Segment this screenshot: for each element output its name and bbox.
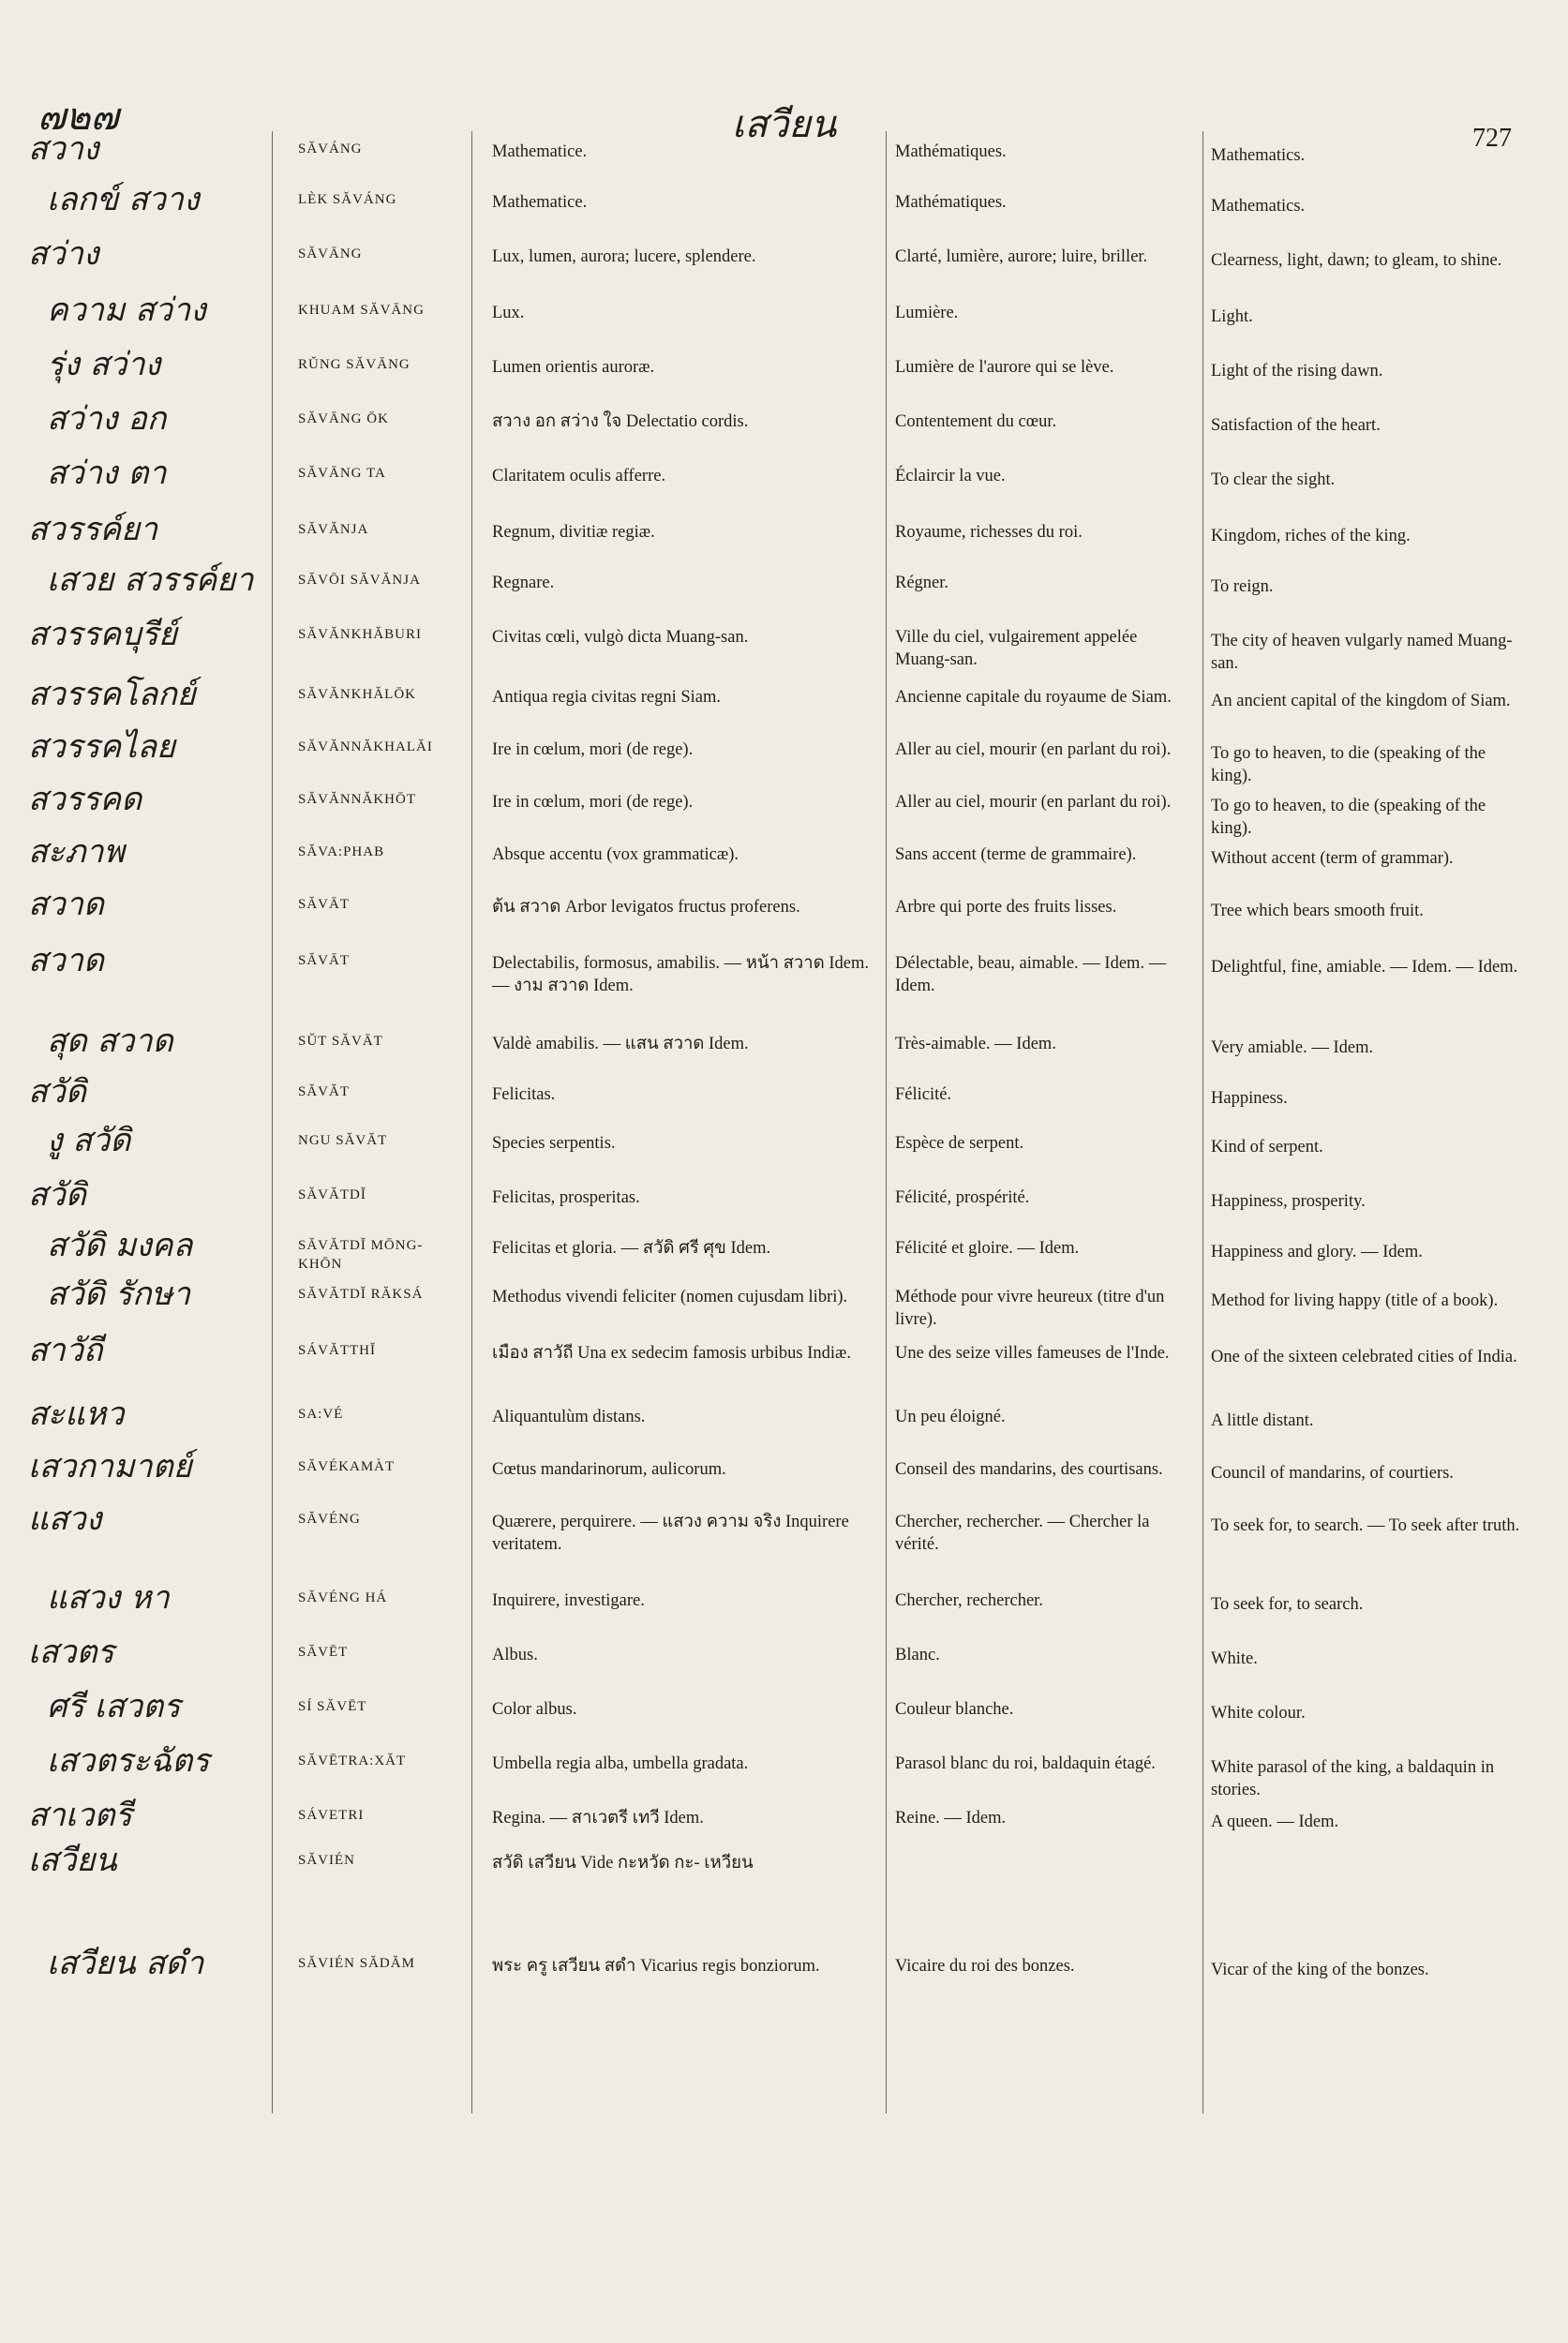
french-definition: Délectable, beau, aimable. — Idem. — Idem. bbox=[895, 954, 1167, 996]
dictionary-entry bbox=[0, 1177, 1568, 1228]
thai-headword: แสวง bbox=[28, 1500, 102, 1538]
romanization: SĂVĂNKHĂBURI bbox=[298, 627, 423, 642]
dictionary-entry bbox=[0, 1074, 1568, 1123]
english-definition: An ancient capital of the kingdom of Siam. bbox=[1211, 692, 1511, 710]
french-definition: Ancienne capitale du royaume de Siam. bbox=[895, 688, 1172, 707]
french-definition: Une des seize villes fameuses de l'Inde. bbox=[895, 1344, 1170, 1363]
latin-definition: Felicitas et gloria. — สวัดิ ศรี ศุข Idem. bbox=[492, 1239, 771, 1258]
dictionary-entry bbox=[0, 1396, 1568, 1449]
thai-headword: สวัดิ รักษา bbox=[47, 1276, 191, 1313]
romanization: SÁVĂTTHĬ bbox=[298, 1343, 376, 1358]
dictionary-entry bbox=[0, 292, 1568, 347]
french-definition: Mathématiques. bbox=[895, 193, 1007, 212]
french-definition: Blanc. bbox=[895, 1646, 940, 1664]
thai-headword: สวาด bbox=[28, 942, 105, 979]
romanization: SĂVÉNG HÁ bbox=[298, 1590, 388, 1605]
latin-definition: Felicitas. bbox=[492, 1085, 556, 1104]
latin-definition: Aliquantulùm distans. bbox=[492, 1408, 646, 1426]
english-definition: White. bbox=[1211, 1649, 1258, 1668]
romanization: SĂVŌI SĂVĂNJA bbox=[298, 573, 421, 588]
latin-definition: Absque accentu (vox grammaticæ). bbox=[492, 845, 739, 864]
dictionary-entry bbox=[0, 1228, 1568, 1276]
thai-headword: ความ สว่าง bbox=[47, 291, 206, 329]
english-definition: A little distant. bbox=[1211, 1411, 1314, 1430]
latin-definition: Claritatem oculis afferre. bbox=[492, 467, 666, 485]
thai-headword: เสวย สวรรค์ยา bbox=[47, 561, 254, 599]
english-definition: Kind of serpent. bbox=[1211, 1138, 1323, 1157]
romanization: SĂVĂNNĂKHŌT bbox=[298, 792, 416, 807]
dictionary-entry bbox=[0, 1580, 1568, 1634]
english-definition: To go to heaven, to die (speaking of the king). bbox=[1211, 797, 1486, 839]
romanization: SĂVĂNKHĂLŌK bbox=[298, 687, 416, 702]
romanization: SĂVĒTRA:XĂT bbox=[298, 1754, 407, 1768]
french-definition bbox=[895, 1843, 1195, 1852]
french-definition: Lumière de l'aurore qui se lève. bbox=[895, 358, 1114, 377]
french-definition: Ville du ciel, vulgairement appelée Muang-san. bbox=[895, 628, 1138, 670]
thai-headword: รุ่ง สว่าง bbox=[47, 346, 161, 383]
dictionary-entry bbox=[0, 943, 1568, 1023]
latin-definition: Ire in cœlum, mori (de rege). bbox=[492, 740, 694, 759]
dictionary-entry bbox=[0, 455, 1568, 512]
french-definition: Très-aimable. — Idem. bbox=[895, 1035, 1056, 1053]
english-definition: The city of heaven vulgarly named Muang-san. bbox=[1211, 632, 1513, 674]
latin-definition: Regnare. bbox=[492, 574, 555, 592]
latin-definition: ต้น สวาด Arbor levigatos fructus proferens. bbox=[492, 898, 800, 917]
english-definition: Method for living happy (title of a book). bbox=[1211, 1291, 1499, 1310]
english-definition: Mathematics. bbox=[1211, 197, 1306, 216]
romanization: SĂVA:PHAB bbox=[298, 844, 385, 859]
latin-definition: สวาง อก สว่าง ใจ Delectatio cordis. bbox=[492, 412, 749, 431]
english-definition: Satisfaction of the heart. bbox=[1211, 416, 1381, 435]
dictionary-entry bbox=[0, 1743, 1568, 1798]
english-definition: Light of the rising dawn. bbox=[1211, 362, 1383, 381]
romanization: LÈK SĂVÁNG bbox=[298, 192, 397, 207]
english-definition: Light. bbox=[1211, 307, 1253, 326]
thai-headword: สะแหว bbox=[28, 1395, 125, 1433]
english-definition: To clear the sight. bbox=[1211, 470, 1336, 489]
romanization: SĂVIÉN bbox=[298, 1853, 355, 1868]
thai-headword: สว่าง อก bbox=[47, 400, 167, 438]
latin-definition: Albus. bbox=[492, 1646, 538, 1664]
english-definition: Happiness and glory. — Idem. bbox=[1211, 1243, 1423, 1261]
english-definition: White parasol of the king, a baldaquin in stories. bbox=[1211, 1758, 1495, 1800]
thai-headword: เสวตระฉัตร bbox=[47, 1742, 210, 1780]
romanization: SĂVĀNG bbox=[298, 246, 363, 261]
english-definition: Kingdom, riches of the king. bbox=[1211, 527, 1411, 545]
french-definition: Aller au ciel, mourir (en parlant du roi). bbox=[895, 740, 1172, 759]
dictionary-entry bbox=[0, 512, 1568, 562]
thai-headword: เสวกามาตย์ bbox=[28, 1448, 192, 1485]
thai-headword: สว่าง ตา bbox=[47, 455, 167, 492]
dictionary-entry bbox=[0, 834, 1568, 887]
dictionary-entry bbox=[0, 728, 1568, 786]
english-definition bbox=[1211, 1843, 1520, 1856]
romanization: SĂVÉNG bbox=[298, 1512, 361, 1527]
latin-definition: Mathematice. bbox=[492, 193, 588, 212]
thai-headword: สาเวตรี bbox=[28, 1797, 132, 1834]
latin-definition: Regnum, divitiæ regiæ. bbox=[492, 523, 655, 542]
latin-definition: พระ ครู เสวียน สดำ Vicarius regis bonziorum. bbox=[492, 1957, 820, 1976]
dictionary-entry bbox=[0, 617, 1568, 677]
dictionary-entry bbox=[0, 1946, 1568, 2030]
romanization: KHUAM SĂVĀNG bbox=[298, 303, 425, 318]
english-definition: To seek for, to search. — To seek after truth. bbox=[1211, 1516, 1520, 1535]
dictionary-entry bbox=[0, 1501, 1568, 1580]
english-definition: Happiness. bbox=[1211, 1089, 1288, 1108]
dictionary-entry bbox=[0, 677, 1568, 729]
dictionary-entry bbox=[0, 1449, 1568, 1501]
thai-headword: เสวตร bbox=[28, 1634, 114, 1671]
latin-definition: Methodus vivendi feliciter (nomen cujusdam libri). bbox=[492, 1288, 848, 1306]
french-definition: Méthode pour vivre heureux (titre d'un livre). bbox=[895, 1288, 1165, 1330]
romanization: SĂVIÉN SĂDĂM bbox=[298, 1956, 415, 1971]
romanization: SĂVÁNG bbox=[298, 142, 363, 157]
latin-definition: Lumen orientis auroræ. bbox=[492, 358, 655, 377]
romanization: SĂVĂNJA bbox=[298, 522, 369, 537]
english-definition: To seek for, to search. bbox=[1211, 1595, 1364, 1614]
romanization: SĂVĀT bbox=[298, 953, 351, 968]
french-definition: Sans accent (terme de grammaire). bbox=[895, 845, 1137, 864]
dictionary-entry bbox=[0, 887, 1568, 943]
thai-headword: สวาง bbox=[28, 130, 99, 168]
thai-headword: สวรรคโลกย์ bbox=[28, 676, 196, 713]
french-definition: Chercher, rechercher. bbox=[895, 1591, 1043, 1610]
french-definition: Félicité, prospérité. bbox=[895, 1188, 1030, 1207]
dictionary-entry bbox=[0, 347, 1568, 401]
thai-headword: ศรี เสวตร bbox=[47, 1688, 181, 1725]
english-definition: Clearness, light, dawn; to gleam, to shine. bbox=[1211, 251, 1502, 270]
english-definition: Delightful, fine, amiable. — Idem. — Idem. bbox=[1211, 958, 1518, 977]
english-definition: A queen. — Idem. bbox=[1211, 1813, 1339, 1831]
romanization: SÍ SĂVĒT bbox=[298, 1699, 367, 1714]
thai-headword: สวรรค์ยา bbox=[28, 511, 158, 548]
entry-list bbox=[0, 131, 1568, 2030]
english-definition: One of the sixteen celebrated cities of India. bbox=[1211, 1348, 1517, 1366]
french-definition: Contentement du cœur. bbox=[895, 412, 1057, 431]
french-definition: Arbre qui porte des fruits lisses. bbox=[895, 898, 1117, 917]
french-definition: Chercher, rechercher. — Chercher la vérité. bbox=[895, 1513, 1150, 1555]
thai-headword: แสวง หา bbox=[47, 1579, 170, 1617]
french-definition: Clarté, lumière, aurore; luire, briller. bbox=[895, 247, 1148, 266]
thai-headword: สาวัถี bbox=[28, 1332, 103, 1369]
dictionary-entry bbox=[0, 781, 1568, 839]
thai-headword: สะภาพ bbox=[28, 833, 125, 871]
dictionary-entry bbox=[0, 1689, 1568, 1743]
french-definition: Félicité. bbox=[895, 1085, 952, 1104]
romanization: SĂVĂNNĂKHALĂI bbox=[298, 739, 433, 754]
dictionary-entry bbox=[0, 1276, 1568, 1333]
dictionary-entry bbox=[0, 1023, 1568, 1074]
latin-definition: Felicitas, prosperitas. bbox=[492, 1188, 640, 1207]
romanization: SÁVETRI bbox=[298, 1808, 365, 1823]
english-definition: Vicar of the king of the bonzes. bbox=[1211, 1961, 1429, 1979]
french-definition: Espèce de serpent. bbox=[895, 1134, 1024, 1153]
english-definition: Very amiable. — Idem. bbox=[1211, 1038, 1374, 1057]
dictionary-entry bbox=[0, 1634, 1568, 1689]
thai-headword: สวัดิ bbox=[28, 1073, 86, 1111]
thai-headword: เสวียน สดำ bbox=[47, 1945, 204, 1982]
latin-definition: Species serpentis. bbox=[492, 1134, 616, 1153]
thai-headword: สว่าง bbox=[28, 235, 99, 273]
latin-definition: สวัดิ เสวียน Vide กะหวัด กะ- เหวียน bbox=[492, 1854, 754, 1873]
french-definition: Aller au ciel, mourir (en parlant du roi). bbox=[895, 793, 1172, 812]
english-definition: To reign. bbox=[1211, 577, 1274, 596]
dictionary-entry bbox=[0, 1843, 1568, 1946]
latin-definition: Quærere, perquirere. — แสวง ความ จริง Inquirere veritatem. bbox=[492, 1513, 849, 1555]
latin-definition: เมือง สาวัถี Una ex sedecim famosis urbibus Indiæ. bbox=[492, 1344, 852, 1363]
french-definition: Vicaire du roi des bonzes. bbox=[895, 1957, 1075, 1976]
romanization: SŬT SĂVĀT bbox=[298, 1034, 383, 1049]
french-definition: Conseil des mandarins, des courtisans. bbox=[895, 1460, 1163, 1479]
latin-definition: Cœtus mandarinorum, aulicorum. bbox=[492, 1460, 726, 1479]
thai-headword: สุด สวาด bbox=[47, 1022, 173, 1060]
latin-definition: Antiqua regia civitas regni Siam. bbox=[492, 688, 722, 707]
french-definition: Parasol blanc du roi, baldaquin étagé. bbox=[895, 1754, 1156, 1773]
french-definition: Royaume, richesses du roi. bbox=[895, 523, 1083, 542]
romanization: SĂVĀNG TA bbox=[298, 466, 386, 481]
dictionary-entry bbox=[0, 401, 1568, 455]
latin-definition: Valdè amabilis. — แสน สวาด Idem. bbox=[492, 1035, 749, 1053]
romanization: NGU SĂVĂT bbox=[298, 1133, 388, 1148]
english-definition: Council of mandarins, of courtiers. bbox=[1211, 1464, 1454, 1483]
running-head: เสวียน bbox=[731, 103, 837, 146]
romanization: RŬNG SĂVĀNG bbox=[298, 357, 411, 372]
romanization: SĂVĂTDĬ MŌNG-KHŌN bbox=[298, 1238, 424, 1272]
french-definition: Couleur blanche. bbox=[895, 1700, 1014, 1719]
thai-headword: สวรรคบุรีย์ bbox=[28, 616, 177, 653]
thai-headword: งู สวัดิ bbox=[47, 1122, 131, 1159]
thai-headword: สวรรคไลย bbox=[28, 728, 175, 766]
english-definition: Happiness, prosperity. bbox=[1211, 1192, 1366, 1211]
latin-definition: Lux, lumen, aurora; lucere, splendere. bbox=[492, 247, 756, 266]
latin-definition: Regina. — สาเวตรี เทวี Idem. bbox=[492, 1809, 704, 1828]
romanization: SĂVĀNG ŌK bbox=[298, 411, 389, 426]
romanization: SĂVĀT bbox=[298, 897, 351, 912]
page-number: 727 bbox=[1472, 124, 1512, 153]
french-definition: Félicité et gloire. — Idem. bbox=[895, 1239, 1080, 1258]
dictionary-entry bbox=[0, 1798, 1568, 1843]
dictionary-entry bbox=[0, 131, 1568, 182]
dictionary-entry bbox=[0, 182, 1568, 236]
english-definition: Without accent (term of grammar). bbox=[1211, 849, 1454, 868]
latin-definition: Lux. bbox=[492, 304, 525, 322]
thai-headword: เลกข์ สวาง bbox=[47, 181, 200, 218]
thai-headword: สวัดิ bbox=[28, 1176, 86, 1214]
french-definition: Reine. — Idem. bbox=[895, 1809, 1007, 1828]
thai-page-number: ๗๒๗ bbox=[37, 96, 119, 139]
dictionary-entry bbox=[0, 1123, 1568, 1177]
latin-definition: Ire in cœlum, mori (de rege). bbox=[492, 793, 694, 812]
dictionary-entry bbox=[0, 236, 1568, 292]
dictionary-entry bbox=[0, 562, 1568, 617]
french-definition: Mathématiques. bbox=[895, 142, 1007, 161]
romanization: SĂVĂTDĬ RĂKSÁ bbox=[298, 1287, 424, 1302]
latin-definition: Mathematice. bbox=[492, 142, 588, 161]
romanization: SA:VÉ bbox=[298, 1407, 344, 1422]
thai-headword: เสวียน bbox=[28, 1842, 117, 1879]
romanization: SĂVĂT bbox=[298, 1084, 351, 1099]
english-definition: Tree which bears smooth fruit. bbox=[1211, 902, 1424, 920]
english-definition: Mathematics. bbox=[1211, 146, 1306, 165]
french-definition: Lumière. bbox=[895, 304, 959, 322]
thai-headword: สวัดิ มงคล bbox=[47, 1227, 193, 1264]
thai-headword: สวรรคด bbox=[28, 781, 142, 818]
french-definition: Un peu éloigné. bbox=[895, 1408, 1006, 1426]
romanization: SĂVÉKAMÀT bbox=[298, 1459, 396, 1474]
latin-definition: Civitas cœli, vulgò dicta Muang-san. bbox=[492, 628, 749, 647]
english-definition: To go to heaven, to die (speaking of the king). bbox=[1211, 744, 1486, 786]
dictionary-entry bbox=[0, 1333, 1568, 1396]
latin-definition: Delectabilis, formosus, amabilis. — หน้า สวาด Idem. — งาม สวาด Idem. bbox=[492, 954, 869, 996]
latin-definition: Inquirere, investigare. bbox=[492, 1591, 645, 1610]
romanization: SĂVĂTDĬ bbox=[298, 1187, 366, 1202]
latin-definition: Umbella regia alba, umbella gradata. bbox=[492, 1754, 749, 1773]
romanization: SĂVĒT bbox=[298, 1645, 349, 1660]
english-definition: White colour. bbox=[1211, 1704, 1306, 1723]
french-definition: Éclaircir la vue. bbox=[895, 467, 1006, 485]
thai-headword: สวาด bbox=[28, 886, 105, 923]
french-definition: Régner. bbox=[895, 574, 949, 592]
latin-definition: Color albus. bbox=[492, 1700, 577, 1719]
